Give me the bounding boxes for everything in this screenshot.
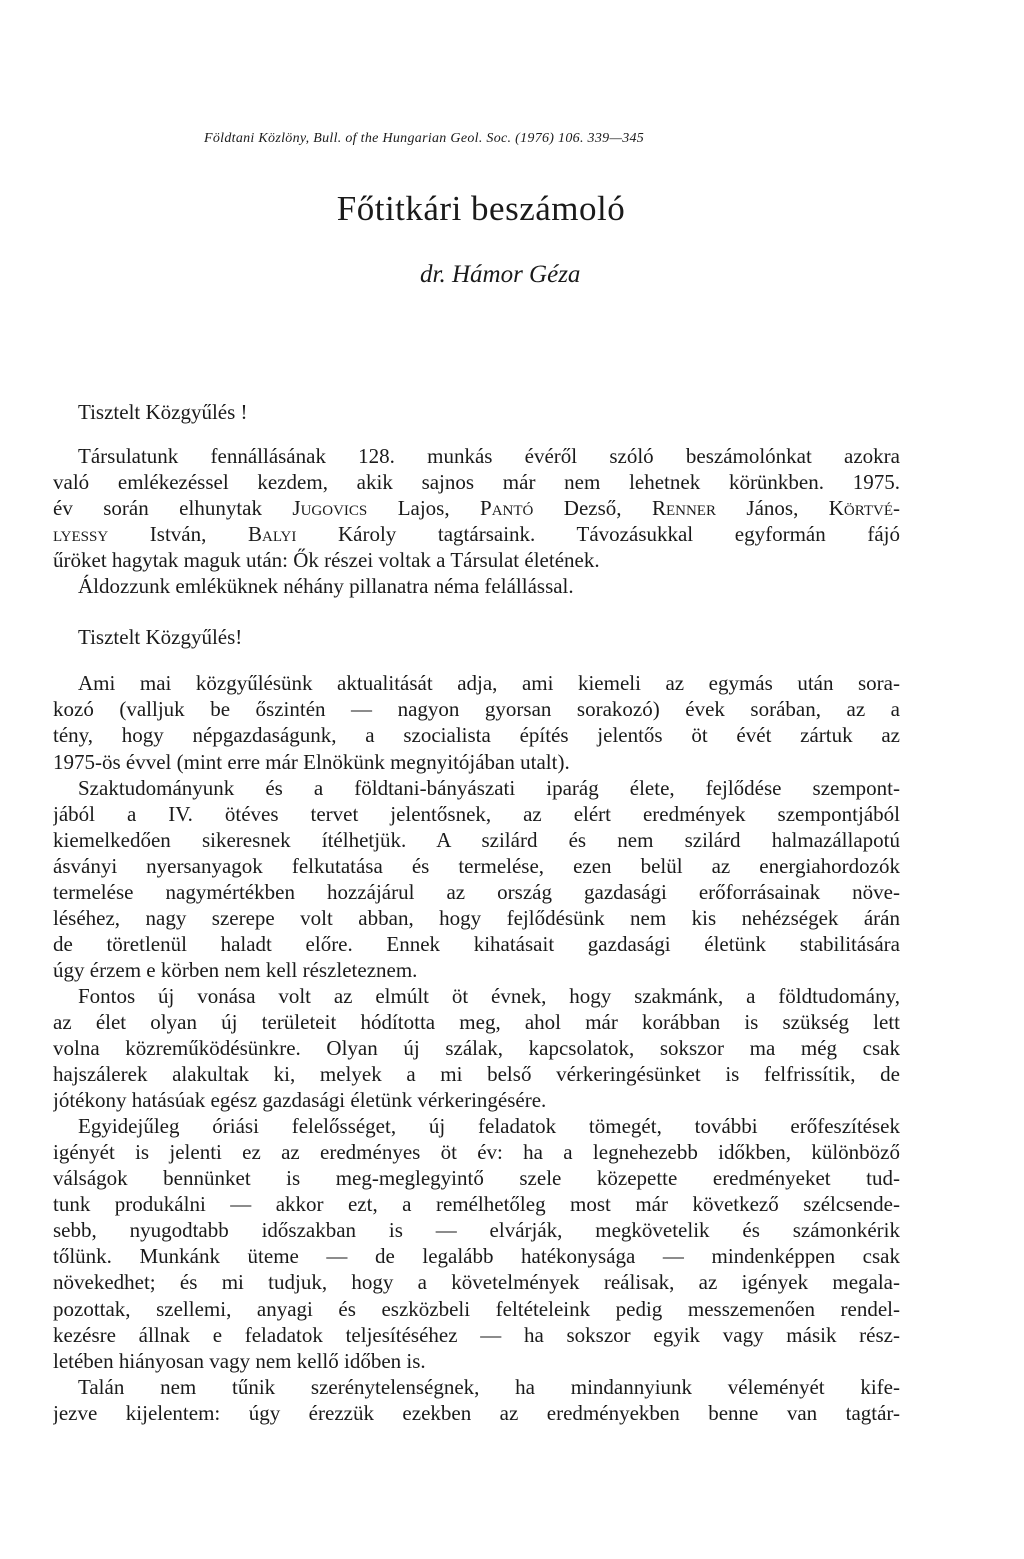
- text-segment: 1975-ös évvel (mint erre már Elnökünk megnyitójában utalt).: [53, 749, 570, 774]
- text-line: [53, 931, 900, 957]
- section-report: [53, 670, 900, 1425]
- text-line: [53, 1243, 900, 1269]
- text-segment: Dezső,: [533, 496, 652, 521]
- person-name: Pantó: [480, 496, 534, 521]
- paragraph: [53, 670, 900, 774]
- text-line: [53, 469, 900, 495]
- text-line: [53, 879, 900, 905]
- text-segment: tőlünk. Munkánk üteme — de legalább hatékonysága — mindenképpen csak: [53, 1244, 900, 1269]
- text-line: [53, 1269, 900, 1295]
- text-line: [53, 775, 900, 801]
- greeting: Tisztelt Közgyűlés!: [78, 625, 243, 650]
- text-line: [53, 521, 900, 547]
- text-segment: léséhez, nagy szerepe volt abban, hogy fejlődésünk nem kis nehézségek árán: [53, 905, 900, 930]
- text-segment: Áldozzunk emléküknek néhány pillanatra néma felállással.: [78, 574, 574, 599]
- text-line: [53, 1217, 900, 1243]
- text-line: [53, 1087, 900, 1113]
- text-segment: letében hiányosan vagy nem kellő időben is.: [53, 1348, 426, 1373]
- text-segment: Egyidejűleg óriási felelősséget, új feladatok tömegét, további erőfeszítések: [78, 1114, 900, 1139]
- text-line: [53, 1296, 900, 1322]
- person-name: Jugovics: [292, 496, 368, 521]
- greeting: Tisztelt Közgyűlés !: [78, 400, 248, 424]
- text-line: [53, 1322, 900, 1348]
- text-line: [53, 1191, 900, 1217]
- text-segment: való emlékezéssel kezdem, akik sajnos már nem lehetnek körünkben. 1975.: [53, 470, 900, 495]
- paragraph: [53, 1113, 900, 1373]
- text-line: [53, 1035, 900, 1061]
- person-name: lyessy: [53, 522, 109, 547]
- text-segment: István,: [108, 522, 249, 547]
- paragraph: [53, 1374, 900, 1426]
- journal-citation: Földtani Közlöny, Bull. of the Hungarian Geol. Soc. (1976) 106. 339—345: [204, 131, 645, 146]
- text-line: [53, 1165, 900, 1191]
- text-line: [53, 853, 900, 879]
- paragraph: [53, 443, 900, 573]
- text-segment: Fontos új vonása volt az elmúlt öt évnek, hogy szakmánk, a földtudomány,: [78, 983, 900, 1008]
- text-segment: jezve kijelentem: úgy érezzük ezekben az eredményekben benne van tagtár-: [53, 1400, 900, 1425]
- text-line: [53, 722, 900, 748]
- text-line: [53, 670, 900, 696]
- text-line: [53, 696, 900, 722]
- text-line: [53, 957, 900, 983]
- text-line: [53, 547, 900, 573]
- text-line: [53, 1400, 900, 1426]
- article-title: Főtitkári beszámoló: [336, 189, 626, 228]
- text-segment: Szaktudományunk és a földtani-bányászati iparág élete, fejlődése szempont-: [78, 775, 900, 800]
- text-segment: űröket hagytak maguk után: Ők részei voltak a Társulat életének.: [53, 548, 600, 573]
- text-segment: Társulatunk fennállásának 128. munkás évéről szóló beszámolónkat azokra: [78, 444, 900, 469]
- text-line: [53, 573, 900, 599]
- text-segment: jából a IV. ötéves tervet jelentősnek, az elért eredmények szempontjából: [53, 801, 900, 826]
- text-line: [53, 1139, 900, 1165]
- text-segment: volna közreműködésünkre. Olyan új szálak, kapcsolatok, sokszor ma még csak: [53, 1036, 900, 1061]
- text-segment: tunk produkálni — akkor ezt, a remélhetőleg most már következő szélcsende-: [53, 1192, 900, 1217]
- text-line: [53, 443, 900, 469]
- text-line: [53, 495, 900, 521]
- text-segment: ásványi nyersanyagok felkutatása és termelése, ezen belül az energiahordozók: [53, 853, 900, 878]
- text-line: [53, 1374, 900, 1400]
- text-segment: úgy érzem e körben nem kell részleteznem.: [53, 957, 418, 982]
- text-segment: Károly tagtársaink. Távozásukkal egyformán fájó: [296, 522, 900, 547]
- text-segment: kezésre állnak e feladatok teljesítéséhez — ha sokszor egyik vagy másik rész-: [53, 1322, 900, 1347]
- person-name: Renner: [651, 496, 716, 521]
- text-segment: Lajos,: [367, 496, 481, 521]
- text-line: [53, 801, 900, 827]
- text-segment: sebb, nyugodtabb időszakban is — elvárják, megkövetelik és számonkérik: [53, 1218, 900, 1243]
- text-segment: az élet olyan új területeit hódította meg, ahol már korábban is szükség lett: [53, 1009, 900, 1034]
- paragraph: [53, 775, 900, 983]
- section-obituary: [53, 443, 900, 599]
- text-line: [53, 1009, 900, 1035]
- text-segment: jótékony hatásúak egész gazdasági életünk vérkeringésére.: [53, 1088, 547, 1113]
- person-name: Körtvé-: [828, 496, 900, 521]
- text-segment: Talán nem tűnik szerénytelenségnek, ha mindannyiunk véleményét kife-: [78, 1374, 900, 1399]
- person-name: Balyi: [248, 522, 297, 547]
- text-segment: válságok bennünket is meg-meglegyintő szele közepette eredményeket tud-: [53, 1166, 900, 1191]
- text-segment: kiemelkedően sikeresnek ítélhetjük. A szilárd és nem szilárd halmazállapotú: [53, 827, 900, 852]
- text-line: [53, 1348, 900, 1374]
- paragraph: [53, 983, 900, 1113]
- text-line: [53, 1113, 900, 1139]
- text-line: [53, 1061, 900, 1087]
- text-line: [53, 905, 900, 931]
- text-line: [53, 749, 900, 775]
- text-segment: igényét is jelenti ez az eredményes öt év: ha a legnehezebb időkben, különböző: [53, 1140, 900, 1165]
- text-segment: tény, hogy népgazdaságunk, a szocialista építés jelentős öt évét zártuk az: [53, 723, 900, 748]
- text-segment: kozó (valljuk be őszintén — nagyon gyorsan sorakozó) évek sorában, az a: [53, 697, 900, 722]
- paragraph: [53, 573, 900, 599]
- text-segment: János,: [715, 496, 829, 521]
- text-segment: hajszálerek alakultak ki, melyek a mi belső vérkeringésünket is felfrissítik, de: [53, 1062, 900, 1087]
- text-line: [53, 983, 900, 1009]
- text-segment: Ami mai közgyűlésünk aktualitását adja, ami kiemeli az egymás után sora-: [78, 671, 900, 696]
- text-segment: pozottak, szellemi, anyagi és eszközbeli feltételeink pedig messzemenően rendel-: [53, 1296, 900, 1321]
- text-segment: év során elhunytak: [53, 496, 293, 521]
- text-line: [53, 827, 900, 853]
- text-segment: termelése nagymértékben hozzájárul az ország gazdasági erőforrásainak növe-: [53, 879, 900, 904]
- author-name: dr. Hámor Géza: [420, 261, 581, 288]
- text-segment: de töretlenül haladt előre. Ennek kihatásait gazdasági életünk stabilitására: [53, 931, 900, 956]
- article-body: [53, 399, 900, 1426]
- text-segment: növekedhet; és mi tudjuk, hogy a követelmények reálisak, az igények megala-: [53, 1270, 900, 1295]
